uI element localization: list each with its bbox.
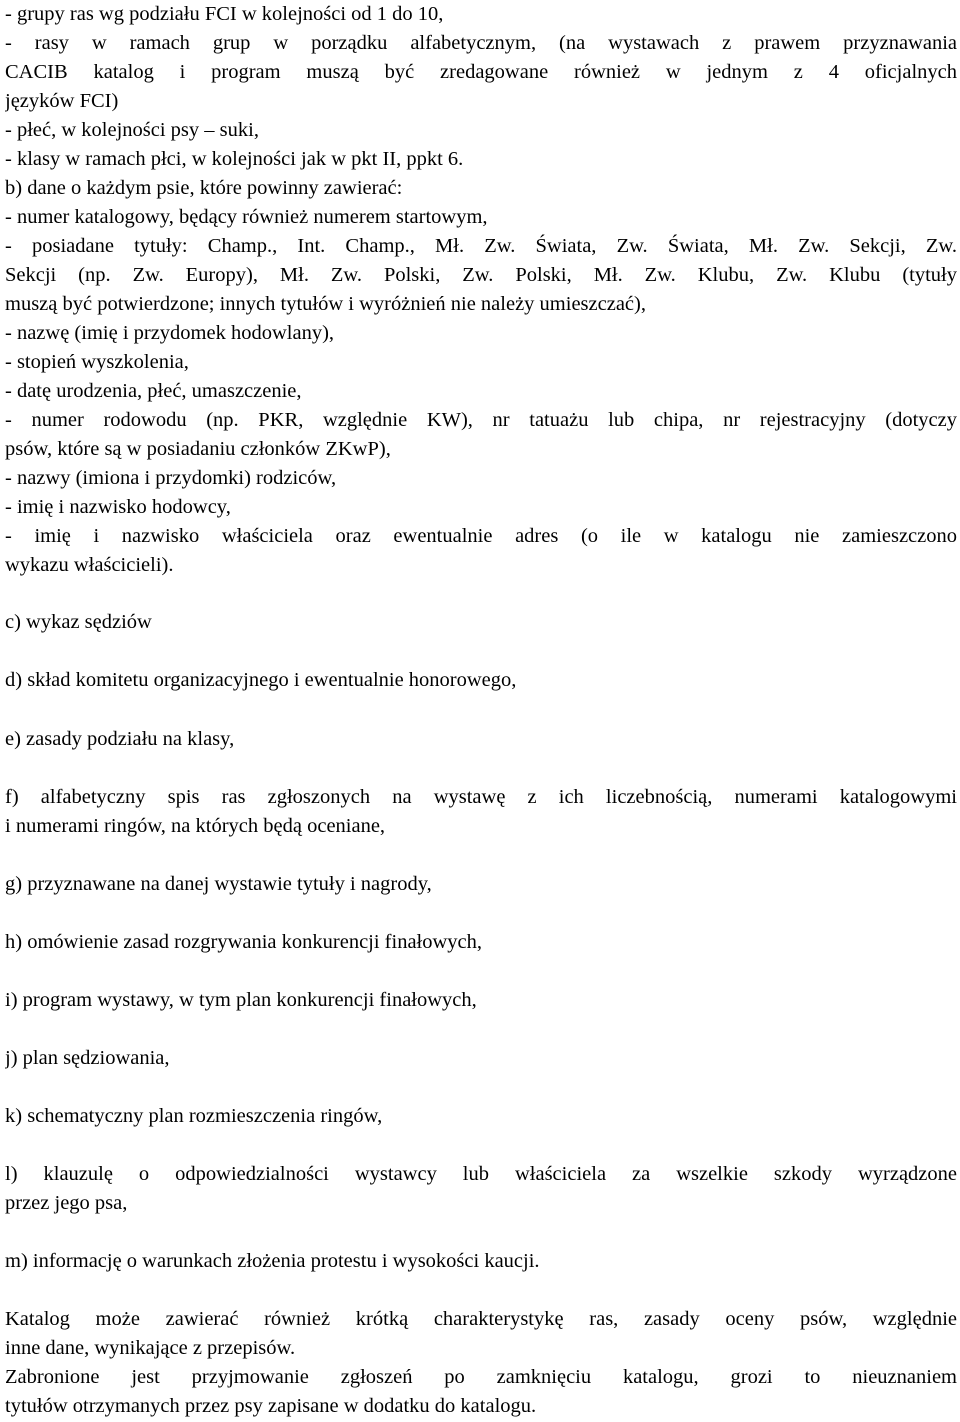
text-line: muszą być potwierdzone; innych tytułów i wyróżnień nie należy umieszczać), [5,293,646,315]
text-line: - numer rodowodu (np. PKR, względnie KW), nr tatuażu lub chipa, nr rejestracyjny (dotyczy [5,409,957,431]
text-line: i numerami ringów, na których będą oceniane, [5,815,386,837]
text-line: h) omówienie zasad rozgrywania konkurencji finałowych, [5,931,483,953]
text-line: j) plan sędziowania, [5,1047,170,1069]
text-line: Zabronione jest przyjmowanie zgłoszeń po zamknięciu katalogu, grozi to nieuznaniem [5,1366,957,1388]
text-line: Katalog może zawierać również krótką charakterystykę ras, zasady oceny psów, względnie [5,1308,957,1330]
text-line: wykazu właścicieli). [5,554,174,576]
text-line: języków FCI) [5,90,119,112]
text-line: - stopień wyszkolenia, [5,351,189,373]
text-line: - datę urodzenia, płeć, umaszczenie, [5,380,302,402]
text-line: d) skład komitetu organizacyjnego i ewentualnie honorowego, [5,669,517,691]
text-line: k) schematyczny plan rozmieszczenia ringów, [5,1105,383,1127]
text-line: tytułów otrzymanych przez psy zapisane w dodatku do katalogu. [5,1395,537,1417]
text-line: - nazwę (imię i przydomek hodowlany), [5,322,335,344]
text-line: b) dane o każdym psie, które powinny zawierać: [5,177,403,199]
text-line: g) przyznawane na danej wystawie tytuły i nagrody, [5,873,432,895]
text-line: - imię i nazwisko hodowcy, [5,496,231,518]
text-line: e) zasady podziału na klasy, [5,728,235,750]
text-line: inne dane, wynikające z przepisów. [5,1337,296,1359]
text-line: - grupy ras wg podziału FCI w kolejności od 1 do 10, [5,3,444,25]
text-line: - klasy w ramach płci, w kolejności jak w pkt II, ppkt 6. [5,148,464,170]
text-line: - posiadane tytuły: Champ., Int. Champ., Mł. Zw. Świata, Zw. Świata, Mł. Zw. Sekcji, Zw. [5,235,957,257]
text-line: - imię i nazwisko właściciela oraz ewentualnie adres (o ile w katalogu nie zamieszczono [5,525,957,547]
text-line: Sekcji (np. Zw. Europy), Mł. Zw. Polski, Zw. Polski, Mł. Zw. Klubu, Zw. Klubu (tytuły [5,264,957,286]
text-line: - nazwy (imiona i przydomki) rodziców, [5,467,337,489]
text-line: przez jego psa, [5,1192,128,1214]
text-line: c) wykaz sędziów [5,611,152,633]
text-line: m) informację o warunkach złożenia protestu i wysokości kaucji. [5,1250,540,1272]
text-line: - płeć, w kolejności psy – suki, [5,119,259,141]
text-line: CACIB katalog i program muszą być zredagowane również w jednym z 4 oficjalnych [5,61,957,83]
text-line: - rasy w ramach grup w porządku alfabetycznym, (na wystawach z prawem przyznawania [5,32,957,54]
text-line: psów, które są w posiadaniu członków ZKwP), [5,438,391,460]
text-line: - numer katalogowy, będący również numerem startowym, [5,206,488,228]
text-line: f) alfabetyczny spis ras zgłoszonych na wystawę z ich liczebnością, numerami katalogowymi [5,786,957,808]
text-line: l) klauzulę o odpowiedzialności wystawcy lub właściciela za wszelkie szkody wyrządzone [5,1163,957,1185]
text-line: i) program wystawy, w tym plan konkurencji finałowych, [5,989,477,1011]
